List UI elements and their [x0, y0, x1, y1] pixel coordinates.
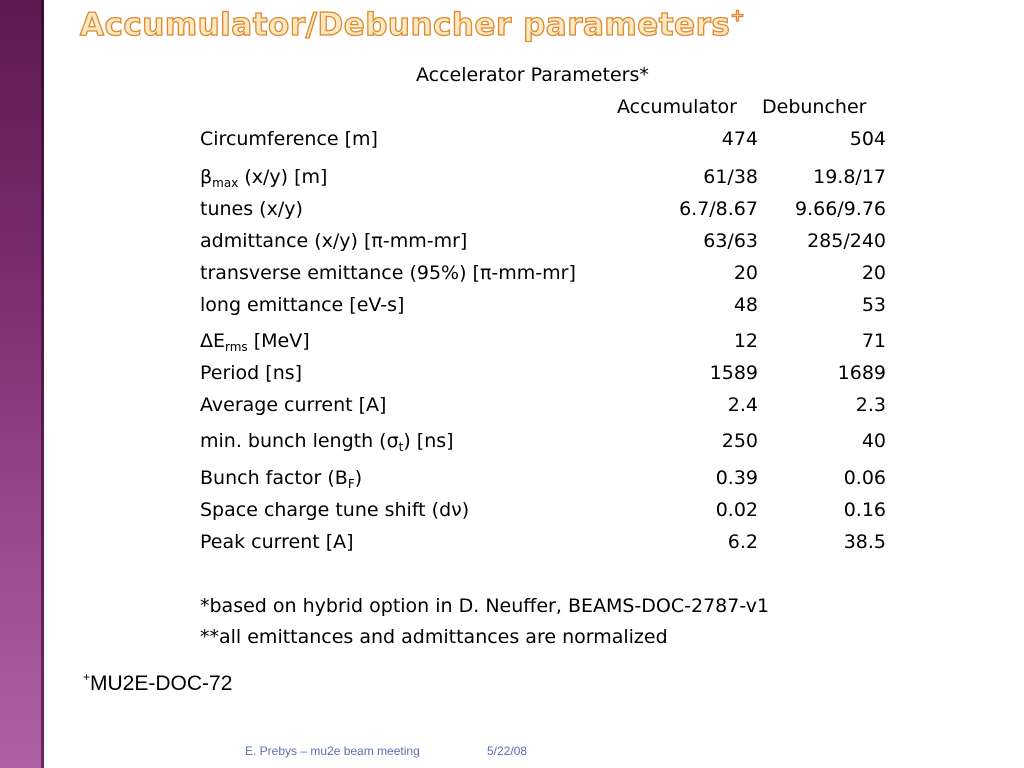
row-label: Peak current [A] — [200, 531, 354, 553]
debuncher-value: 0.06 — [843, 467, 886, 489]
row-label: Circumference [m] — [200, 128, 378, 150]
table-row-energy-spread — [200, 330, 886, 360]
debuncher-value: 19.8/17 — [813, 166, 886, 188]
title-footnote-marker: + — [730, 6, 746, 26]
table-row-admittance — [200, 230, 886, 260]
row-label — [200, 330, 310, 354]
table-row-tunes — [200, 198, 886, 228]
accumulator-value: 6.2 — [727, 531, 758, 553]
row-label: Space charge tune shift (dν) — [200, 499, 470, 521]
slide-title — [80, 6, 745, 43]
table-row-circumference — [200, 128, 886, 158]
row-label: long emittance [eV-s] — [200, 294, 405, 316]
accumulator-value: 63/63 — [703, 230, 758, 252]
label-pre: Bunch factor (B — [200, 467, 348, 489]
debuncher-value: 2.3 — [855, 394, 886, 416]
footer-author: E. Prebys – mu2e beam meeting — [245, 744, 420, 758]
table-row-transverse-emittance — [200, 262, 886, 292]
delta-e-symbol: ΔE — [200, 330, 226, 352]
label-rest: ) — [354, 467, 363, 489]
debuncher-value: 9.66/9.76 — [794, 198, 886, 220]
decorative-sidebar — [0, 0, 44, 768]
accumulator-value: 61/38 — [703, 166, 758, 188]
footnote-hybrid-option: *based on hybrid option in D. Neuffer, BEAMS-DOC-2787-v1 — [200, 595, 770, 617]
label-subscript: t — [398, 440, 404, 454]
debuncher-value: 285/240 — [807, 230, 886, 252]
row-label: admittance (x/y) [π-mm-mr] — [200, 230, 468, 252]
row-label — [200, 467, 362, 491]
column-header-debuncher: Debuncher — [762, 96, 867, 118]
table-title: Accelerator Parameters* — [416, 64, 649, 86]
debuncher-value: 71 — [861, 330, 886, 352]
table-row-period — [200, 362, 886, 392]
beta-symbol: β — [200, 166, 213, 188]
accumulator-value: 474 — [721, 128, 758, 150]
table-row-long-emittance — [200, 294, 886, 324]
reference — [83, 670, 232, 696]
label-rest: (x/y) [m] — [238, 166, 328, 188]
table-row-tune-shift — [200, 499, 886, 529]
table-row-beta-max — [200, 166, 886, 196]
accumulator-value: 0.39 — [715, 467, 758, 489]
row-label: Period [ns] — [200, 362, 303, 384]
accumulator-value: 2.4 — [727, 394, 758, 416]
accumulator-value: 48 — [733, 294, 758, 316]
label-rest: ) [ns] — [403, 430, 454, 452]
debuncher-value: 504 — [849, 128, 886, 150]
row-label: Average current [A] — [200, 394, 387, 416]
label-subscript: F — [347, 477, 355, 491]
debuncher-value: 0.16 — [843, 499, 886, 521]
table-row-peak-current — [200, 531, 886, 561]
debuncher-value: 53 — [861, 294, 886, 316]
row-label — [200, 430, 454, 454]
row-label: tunes (x/y) — [200, 198, 303, 220]
row-label: transverse emittance (95%) [π-mm-mr] — [200, 262, 576, 284]
accumulator-value: 250 — [721, 430, 758, 452]
debuncher-value: 40 — [861, 430, 886, 452]
accumulator-value: 12 — [733, 330, 758, 352]
accumulator-value: 0.02 — [715, 499, 758, 521]
reference-text: MU2E-DOC-72 — [90, 672, 233, 695]
accumulator-value: 20 — [733, 262, 758, 284]
column-header-accumulator: Accumulator — [617, 96, 737, 118]
reference-marker: + — [83, 670, 91, 684]
table-row-bunch-factor — [200, 467, 886, 497]
label-pre: min. bunch length (σ — [200, 430, 399, 452]
table-row-bunch-length — [200, 430, 886, 460]
debuncher-value: 20 — [861, 262, 886, 284]
accumulator-value: 1589 — [709, 362, 758, 384]
slide-title-text: Accumulator/Debuncher parameters — [80, 7, 731, 43]
accumulator-value: 6.7/8.67 — [679, 198, 758, 220]
debuncher-value: 1689 — [837, 362, 886, 384]
label-rest: [MeV] — [247, 330, 310, 352]
label-subscript: max — [212, 176, 239, 190]
footer-date: 5/22/08 — [487, 744, 528, 758]
row-label — [200, 166, 327, 190]
table-row-average-current — [200, 394, 886, 424]
debuncher-value: 38.5 — [843, 531, 886, 553]
footnote-normalized: **all emittances and admittances are normalized — [200, 626, 668, 648]
label-subscript: rms — [225, 340, 248, 354]
